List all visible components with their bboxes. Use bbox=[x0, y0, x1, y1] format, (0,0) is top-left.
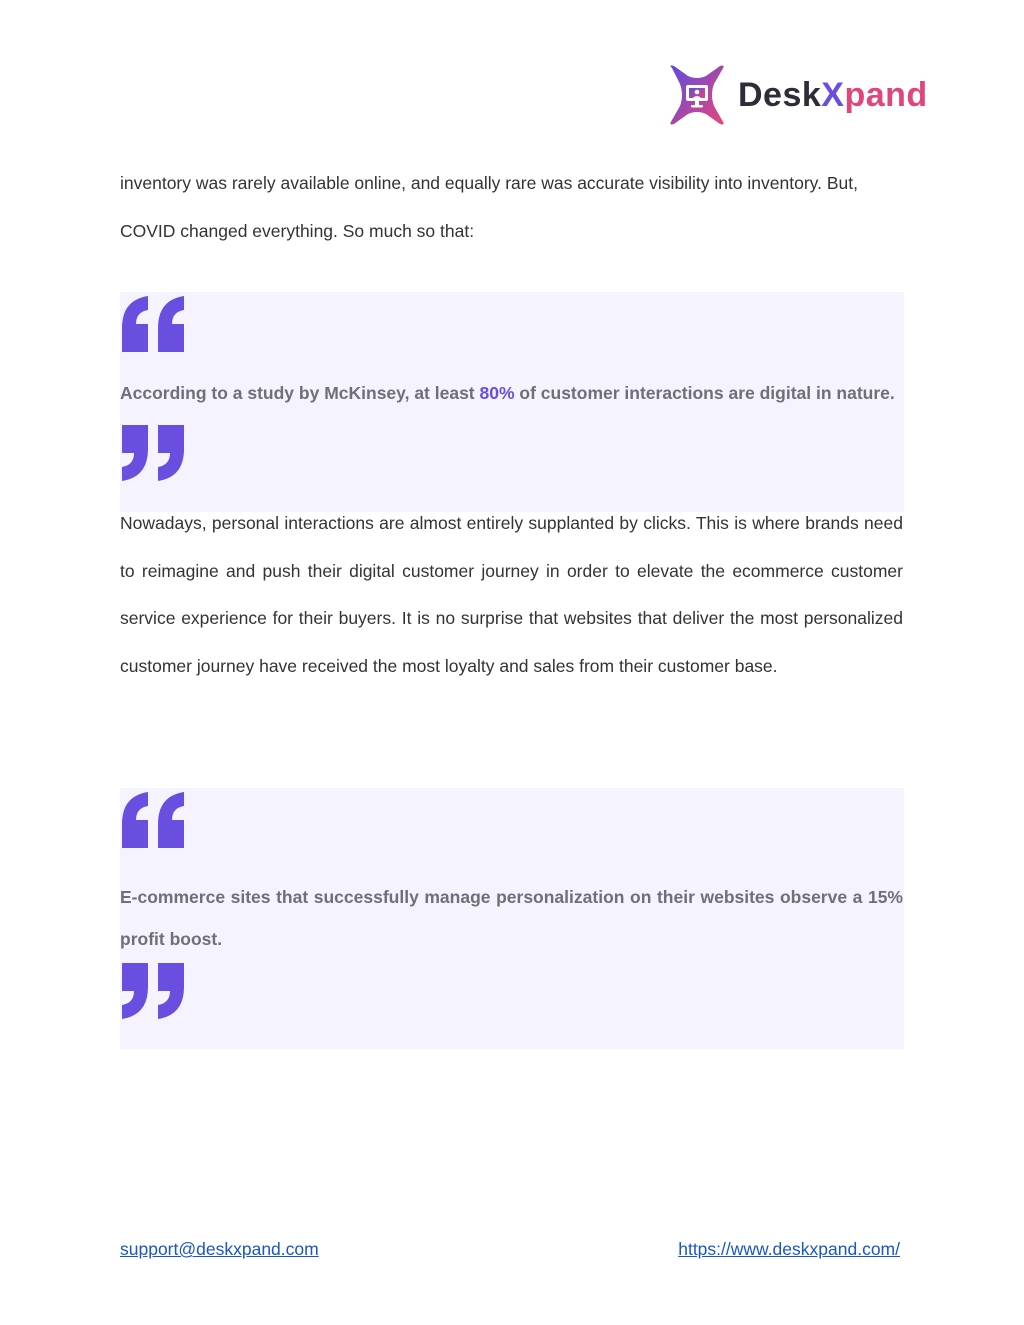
quote-1-text-after: of customer interactions are digital in nature. bbox=[514, 383, 895, 403]
body-paragraph-1: inventory was rarely available online, and equally rare was accurate visibility into inventory. But, COVID changed everything. So much so that: bbox=[120, 173, 858, 241]
quote-1-text bbox=[120, 381, 903, 405]
body-paragraph-2: Nowadays, personal interactions are almost entirely supplanted by clicks. This is where brands need to reimagine and push their digital customer journey in order to elevate the ecommerce customer service experience for their buyers. It is no surprise that websites that deliver the most personalized customer journey have received the most loyalty and sales from their customer base. bbox=[120, 513, 903, 676]
logo-text-desk: Desk bbox=[738, 76, 822, 114]
logo-text-pand: pand bbox=[844, 76, 928, 114]
quote-1-text-before: According to a study by McKinsey, at least bbox=[120, 383, 480, 403]
quote-block-1 bbox=[120, 292, 904, 512]
deskxpand-logo-icon bbox=[664, 62, 730, 128]
logo-wordmark bbox=[738, 78, 928, 112]
quote-2-text: E-commerce sites that successfully manage personalization on their websites observe a 15% profit boost. bbox=[120, 887, 903, 949]
open-quote-icon bbox=[120, 294, 190, 354]
deskxpand-logo bbox=[664, 60, 944, 130]
quote-block-2 bbox=[120, 788, 904, 1049]
close-quote-icon bbox=[120, 423, 190, 483]
open-quote-icon bbox=[120, 790, 190, 850]
close-quote-icon bbox=[120, 961, 190, 1021]
support-email-link[interactable]: support@deskxpand.com bbox=[120, 1239, 319, 1259]
logo-text-x: X bbox=[821, 76, 845, 114]
website-link[interactable]: https://www.deskxpand.com/ bbox=[678, 1239, 900, 1259]
quote-1-highlight: 80% bbox=[479, 383, 515, 403]
